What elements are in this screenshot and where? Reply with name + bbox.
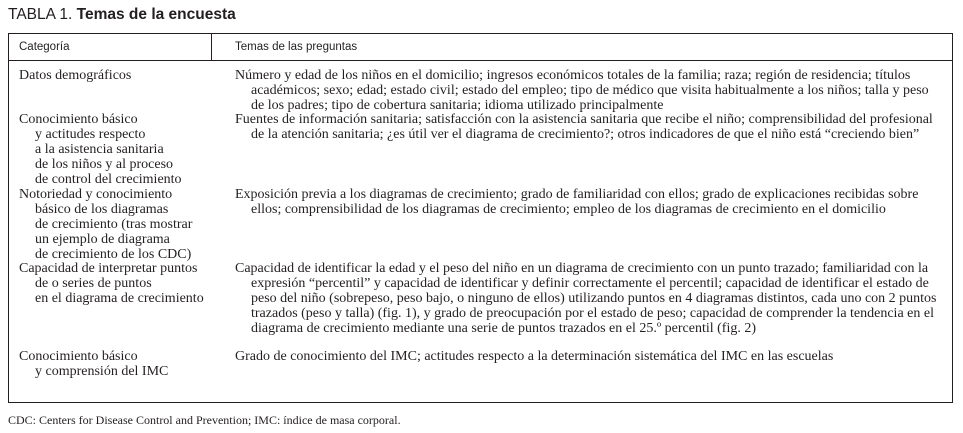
table-row bbox=[9, 261, 952, 349]
table-row bbox=[9, 187, 952, 261]
row-topics: Fuentes de información sanitaria; satisfacción con la asistencia sanitaria que recibe el niño; comprensibilidad del profesional de la atención sanitaria; ¿es útil ver el diagrama de crecimiento?; otros indicadores de que el niño está “creciendo bien” bbox=[235, 112, 933, 142]
table-row bbox=[9, 349, 952, 383]
table-row bbox=[9, 112, 952, 187]
table-row bbox=[9, 68, 952, 112]
row-category: Notoriedad y conocimiento básico de los diagramas de crecimiento (tras mostrar un ejemplo de diagrama de crecimiento de los CDC) bbox=[19, 187, 193, 262]
row-category: Capacidad de interpretar puntos de o series de puntos en el diagrama de crecimiento bbox=[19, 261, 204, 306]
row-topics: Exposición previa a los diagramas de crecimiento; grado de familiaridad con ellos; grado de explicaciones recibidas sobre ellos; comprensibilidad de los diagramas de crecimiento; empleo de los diagramas de crecimiento en el domicilio bbox=[235, 187, 919, 217]
table-body bbox=[9, 68, 952, 383]
row-topics: Capacidad de identificar la edad y el peso del niño en un diagrama de crecimiento con un punto trazado; familiaridad con la expresión “percentil” y capacidad de identificar y definir correctamente el percentil; capacidad de identificar el estado de peso del niño (sobrepeso, peso bajo, o ninguno de ellos) utilizando puntos en 4 diagramas distintos, cada uno con 2 puntos trazados (peso y talla) (fig. 1), y grado de preocupación por el estado de peso; capacidad de comprender la tendencia en el diagrama de crecimiento mediante una serie de puntos trazados en el 25.º percentil (fig. 2) bbox=[235, 261, 937, 336]
row-category: Conocimiento básico y comprensión del IMC bbox=[19, 349, 169, 379]
row-topics: Número y edad de los niños en el domicilio; ingresos económicos totales de la familia; raza; región de residencia; títulos académicos; sexo; edad; estado civil; estado del empleo; tipo de médico que visita habitualmente a los niños; talla y peso de los padres; tipo de cobertura sanitaria; idioma utilizado principalmente bbox=[235, 68, 929, 113]
table-caption bbox=[8, 6, 236, 24]
header-topics: Temas de las preguntas bbox=[235, 41, 358, 53]
row-category: Datos demográficos bbox=[19, 68, 132, 83]
table-title: Temas de la encuesta bbox=[76, 6, 236, 23]
row-category: Conocimiento básico y actitudes respecto a la asistencia sanitaria de los niños y al proceso de control del crecimiento bbox=[19, 112, 182, 187]
survey-topics-table bbox=[8, 33, 953, 403]
row-topics: Grado de conocimiento del IMC; actitudes respecto a la determinación sistemática del IMC en las escuelas bbox=[235, 349, 834, 364]
table-header bbox=[9, 34, 952, 61]
header-divider bbox=[211, 34, 212, 60]
table-number: TABLA 1. bbox=[8, 6, 73, 23]
header-category: Categoría bbox=[19, 41, 70, 53]
table-footnote: CDC: Centers for Disease Control and Prevention; IMC: índice de masa corporal. bbox=[8, 413, 401, 427]
